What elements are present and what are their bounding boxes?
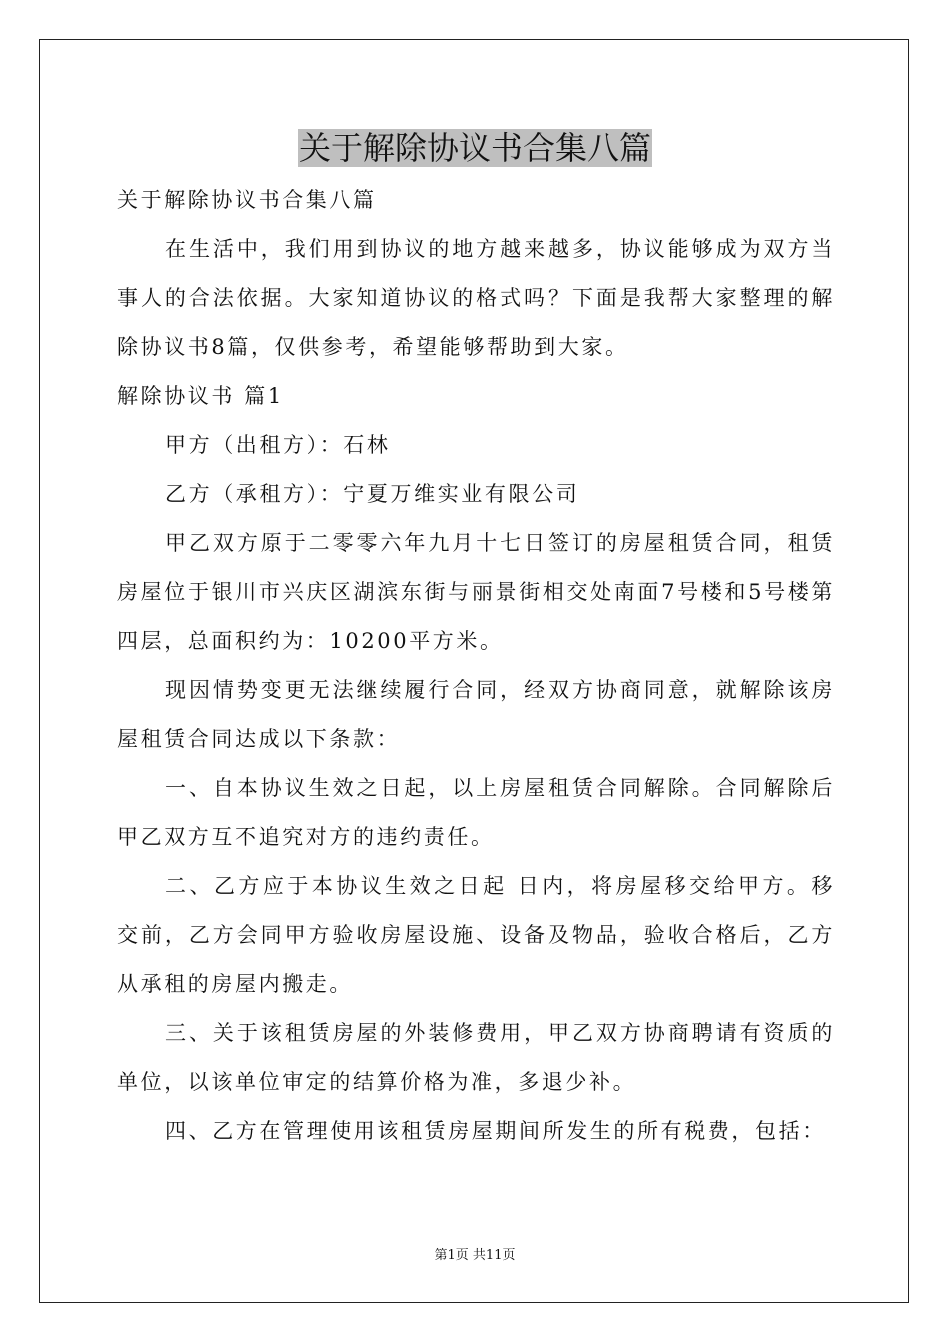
clause-3: 三、关于该租赁房屋的外装修费用，甲乙双方协商聘请有资质的单位，以该单位审定的结算价格为准，多退少补。 xyxy=(117,1021,835,1094)
document-title xyxy=(0,126,950,170)
clause-4: 四、乙方在管理使用该租赁房屋期间所发生的所有税费，包括： xyxy=(165,1119,826,1143)
document-body xyxy=(117,176,835,1156)
paragraph-background: 甲乙双方原于二零零六年九月十七日签订的房屋租赁合同，租赁房屋位于银川市兴庆区湖滨东街与丽景街相交处南面7号楼和5号楼第四层，总面积约为：10200平方米。 xyxy=(117,531,835,653)
document-title-text: 关于解除协议书合集八篇 xyxy=(298,129,651,167)
paragraph-party-a: 甲方（出租方）：石林 xyxy=(165,433,391,457)
page-footer: 第1页 共11页 xyxy=(434,1248,516,1263)
clause-1: 一、自本协议生效之日起，以上房屋租赁合同解除。合同解除后甲乙双方互不追究对方的违约责任。 xyxy=(117,776,835,849)
section-heading: 解除协议书 篇1 xyxy=(117,384,284,408)
clause-2: 二、乙方应于本协议生效之日起 日内，将房屋移交给甲方。移交前，乙方会同甲方验收房屋设施、设备及物品，验收合格后，乙方从承租的房屋内搬走。 xyxy=(117,874,835,996)
paragraph-reason: 现因情势变更无法继续履行合同，经双方协商同意，就解除该房屋租赁合同达成以下条款： xyxy=(117,678,835,751)
paragraph-subtitle: 关于解除协议书合集八篇 xyxy=(117,188,377,212)
paragraph-party-b: 乙方（承租方）：宁夏万维实业有限公司 xyxy=(165,482,580,506)
paragraph-intro: 在生活中，我们用到协议的地方越来越多，协议能够成为双方当事人的合法依据。大家知道协议的格式吗？下面是我帮大家整理的解除协议书8篇，仅供参考，希望能够帮助到大家。 xyxy=(117,237,835,359)
